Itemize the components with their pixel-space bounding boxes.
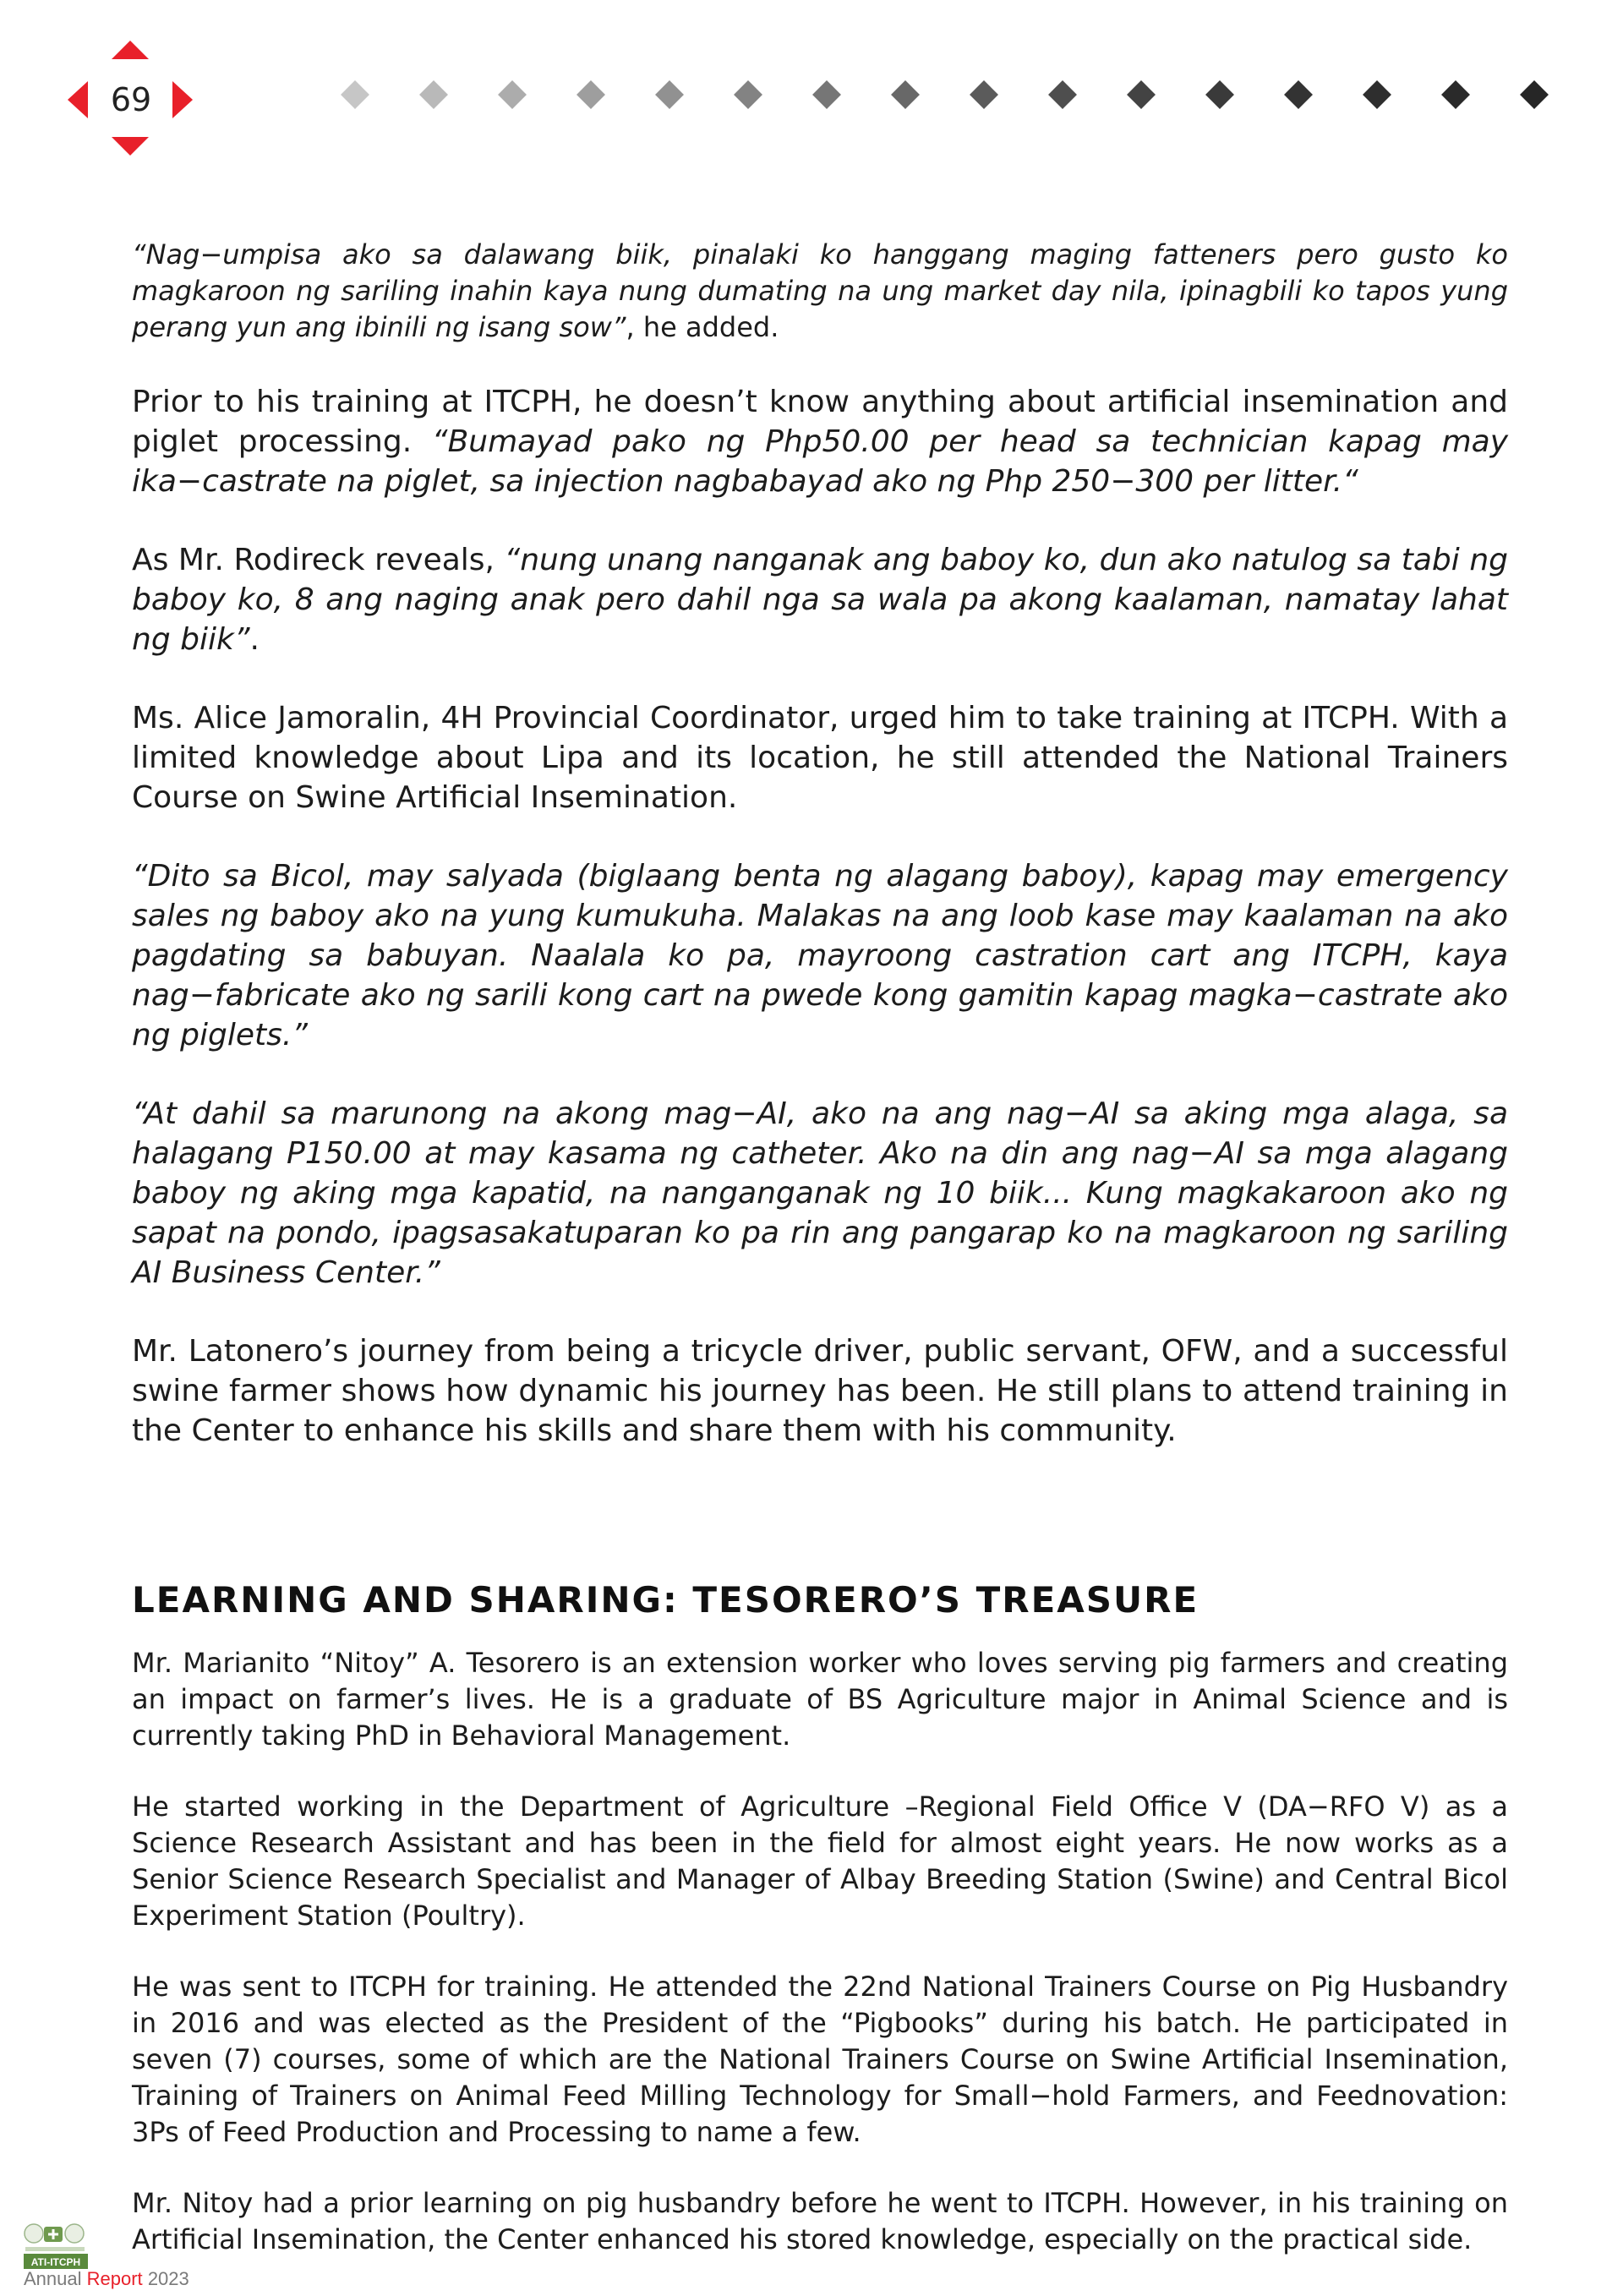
diamond-dot-icon <box>1205 80 1234 109</box>
diamond-dot-icon <box>1520 80 1549 109</box>
quote: “Nag−umpisa ako sa dalawang biik, pinalaki ko hanggang maging fatteners pero gusto ko magkaroon ng sariling inahin kaya nung dumating na ung market day nila, ipinagbili ko tapos yung perang yun ang ibinili ng isang sow” <box>132 238 1508 343</box>
diamond-dot-icon <box>1048 80 1077 109</box>
logo-text: ATI-ITCPH <box>30 2256 81 2268</box>
diamond-dot-icon <box>419 80 448 109</box>
arrow-down-icon[interactable] <box>112 137 149 156</box>
article1-paragraph-2 <box>132 382 1508 501</box>
page-number: 69 <box>110 81 152 118</box>
article1-paragraph-1 <box>132 237 1508 346</box>
diamond-dot-icon <box>341 80 369 109</box>
report-word-accent: Report <box>86 2268 143 2289</box>
page-navigation <box>68 34 194 161</box>
diamond-dot-icon <box>1284 80 1313 109</box>
article1-paragraph-3 <box>132 540 1508 659</box>
diamond-dot-icon <box>812 80 841 109</box>
arrow-right-icon[interactable] <box>172 81 193 118</box>
article2-paragraph-1: Mr. Marianito “Nitoy” A. Tesorero is an extension worker who loves serving pig farmers and creating an impact on farmer’s lives. He is a graduate of BS Agriculture major in Animal Science and is currently taking PhD in Behavioral Management. <box>132 1647 1508 1752</box>
article1-paragraph-5 <box>132 856 1508 1055</box>
report-title <box>24 2267 189 2291</box>
article1-paragraph-6 <box>132 1094 1508 1293</box>
article2-paragraph-4: Mr. Nitoy had a prior learning on pig husbandry before he went to ITCPH. However, in his training on Artificial Insemination, the Center enhanced his stored knowledge, especially on the practical side. <box>132 2187 1508 2255</box>
quote: “Dito sa Bicol, may salyada (biglaang benta ng alagang baboy), kapag may emergency sales ng baboy ako na yung kumukuha. Malakas na ang loob kase may kaalaman na ako pagdating sa babuyan. Naalala ko pa, mayroong castration cart ang ITCPH, kaya nag−fabricate ako ng sarili kong cart na pwede kong gamitin kapag magka−castrate ako ng piglets.” <box>132 859 1508 1052</box>
text: Prior to his training at ITCPH, he doesn’t know anything about artificial insemination and piglet processing. <box>132 385 1508 459</box>
report-word: Annual <box>24 2268 82 2289</box>
footer <box>22 2223 208 2291</box>
section-heading: LEARNING AND SHARING: TESORERO’S TREASURE <box>132 1579 1199 1621</box>
diamond-dot-icon <box>891 80 920 109</box>
diamond-dot-icon <box>970 80 998 109</box>
text: . <box>249 622 260 657</box>
diamond-dot-icon <box>655 80 684 109</box>
article2-paragraph-2: He started working in the Department of Agriculture –Regional Field Office V (DA−RFO V) as a Science Research Assistant and has been in the field for almost eight years. He now works as a Senior Science Research Specialist and Manager of Albay Breeding Station (Swine) and Central Bicol Experiment Station (Poultry). <box>132 1790 1508 1932</box>
ati-itcph-logo <box>22 2223 91 2272</box>
diamond-dot-icon <box>1441 80 1470 109</box>
arrow-up-icon[interactable] <box>112 41 149 59</box>
diamond-dot-icon <box>734 80 762 109</box>
diamond-dot-icon <box>1363 80 1391 109</box>
text: , he added. <box>626 311 779 343</box>
page-content <box>132 237 1508 2258</box>
quote: “nung unang nanganak ang baboy ko, dun ako natulog sa tabi ng baboy ko, 8 ang naging anak pero dahil nga sa wala pa akong kaalaman, namatay lahat ng biik” <box>132 543 1509 657</box>
article1-paragraph-4: Ms. Alice Jamoralin, 4H Provincial Coordinator, urged him to take training at ITCPH. With a limited knowledge about Lipa and its location, he still attended the National Trainers Course on Swine Artificial Insemination. <box>132 701 1508 815</box>
report-year: 2023 <box>147 2268 189 2289</box>
diamond-dot-icon <box>577 80 605 109</box>
quote: “Bumayad pako ng Php50.00 per head sa technician kapag may ika−castrate na piglet, sa injection nagbabayad ako ng Php 250−300 per litter.“ <box>132 424 1508 499</box>
diamond-dot-icon <box>498 80 527 109</box>
text: As Mr. Rodireck reveals, <box>132 543 505 577</box>
article1-paragraph-7: Mr. Latonero’s journey from being a tricycle driver, public servant, OFW, and a successful swine farmer shows how dynamic his journey has been. He still plans to attend training in the Center to enhance his skills and share them with his community. <box>132 1334 1508 1448</box>
article2-paragraph-3: He was sent to ITCPH for training. He attended the 22nd National Trainers Course on Pig Husbandry in 2016 and was elected as the President of the “Pigbooks” during his batch. He participated in seven (7) courses, some of which are the National Trainers Course on Swine Artificial Insemination, Training of Trainers on Animal Feed Milling Technology for Small−hold Farmers, and Feednovation: 3Ps of Feed Production and Processing to name a few. <box>132 1971 1508 2148</box>
quote: “At dahil sa marunong na akong mag−AI, ako na ang nag−AI sa aking mga alaga, sa halagang P150.00 at may kasama ng catheter. Ako na din ang nag−AI sa mga alagang baboy ng aking mga kapatid, na nanganganak ng 10 biik... Kung magkakaroon ako ng sapat na pondo, ipagsasakatuparan ko pa rin ang pangarap ko na magkaroon ng sariling AI Business Center.” <box>132 1096 1508 1290</box>
diamond-dot-icon <box>1127 80 1156 109</box>
arrow-left-icon[interactable] <box>68 81 88 118</box>
